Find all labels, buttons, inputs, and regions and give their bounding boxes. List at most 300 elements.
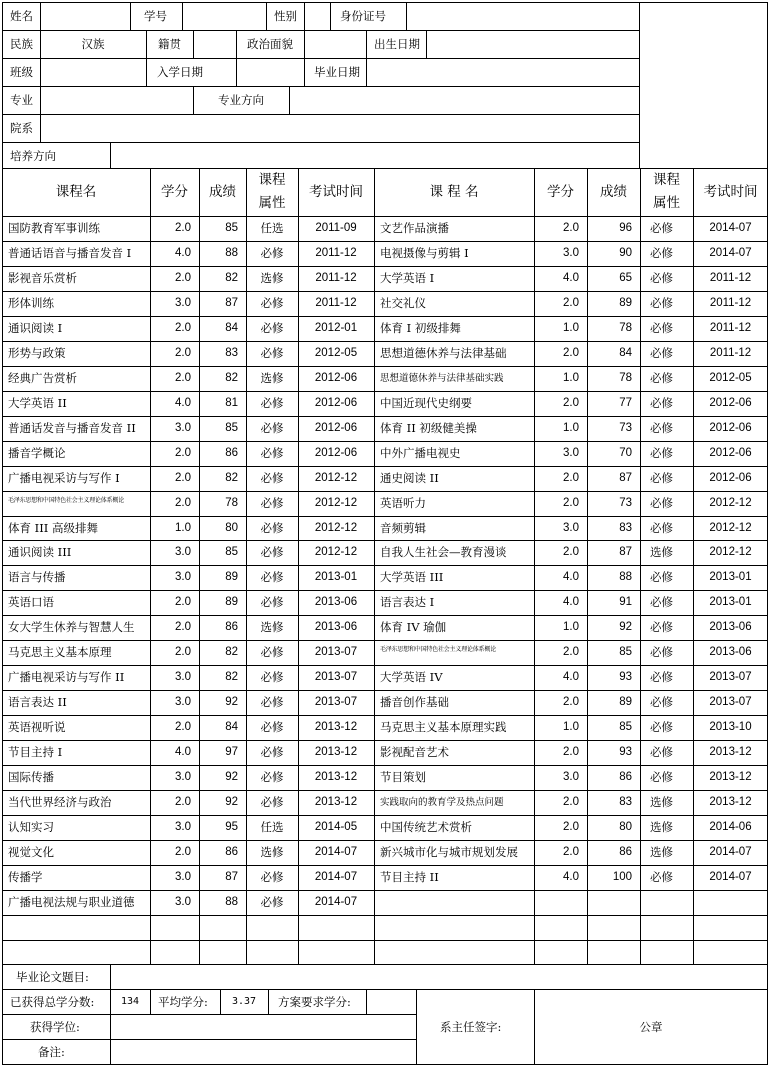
right-course-grade: 87 <box>619 546 632 558</box>
left-course-credit: 4.0 <box>175 247 191 259</box>
left-course-time: 2012-01 <box>314 322 358 334</box>
right-course-type: 选修 <box>650 795 673 809</box>
right-course-credit: 2.0 <box>563 397 579 409</box>
left-course-type: 必修 <box>260 570 284 584</box>
left-course-grade: 95 <box>225 821 238 833</box>
right-course-name: 大学英语 III <box>380 570 444 584</box>
right-course-name: 通史阅读 II <box>380 471 439 485</box>
left-course-time: 2012-12 <box>314 497 358 509</box>
left-course-name: 传播学 <box>8 870 43 884</box>
name-label: 姓名 <box>10 9 33 23</box>
right-course-time: 2012-06 <box>709 447 752 459</box>
right-course-grade: 89 <box>619 696 632 708</box>
left-course-name: 通识阅读 I <box>8 321 63 335</box>
left-course-credit: 4.0 <box>175 397 191 409</box>
right-course-credit: 4.0 <box>563 671 579 683</box>
left-course-credit: 3.0 <box>175 871 191 883</box>
left-course-time: 2011-12 <box>315 272 357 284</box>
left-course-grade: 92 <box>225 696 238 708</box>
left-course-time: 2011-12 <box>315 297 357 309</box>
right-course-credit: 2.0 <box>563 472 579 484</box>
total-credit-value: 134 <box>120 996 140 1007</box>
right-course-type: 必修 <box>650 396 673 410</box>
right-course-time: 2013-07 <box>709 696 752 708</box>
right-course-type: 必修 <box>650 371 673 385</box>
right-course-grade: 78 <box>619 372 632 384</box>
left-course-name: 当代世界经济与政治 <box>8 795 112 809</box>
left-course-type: 必修 <box>260 795 284 809</box>
right-course-name: 社交礼仪 <box>380 296 426 310</box>
right-course-name: 毛泽东思想和中国特色社会主义理论体系概论 <box>380 646 497 653</box>
left-course-grade: 86 <box>225 447 238 459</box>
right-course-credit: 1.0 <box>563 372 579 384</box>
right-course-type: 必修 <box>650 321 673 335</box>
left-course-credit: 2.0 <box>175 472 191 484</box>
header-grade-left: 成绩 <box>209 184 236 200</box>
left-course-name: 英语视听说 <box>8 720 66 734</box>
right-course-time: 2012-06 <box>709 472 752 484</box>
right-course-grade: 91 <box>619 596 632 608</box>
left-course-credit: 3.0 <box>175 422 191 434</box>
right-course-grade: 87 <box>619 472 632 484</box>
left-course-type: 必修 <box>260 521 284 535</box>
left-course-name: 认知实习 <box>8 820 54 834</box>
right-course-type: 必修 <box>650 595 673 609</box>
left-course-type: 必修 <box>260 545 284 559</box>
right-course-type: 选修 <box>650 845 673 859</box>
gender-label: 性别 <box>274 9 297 23</box>
left-course-credit: 3.0 <box>175 671 191 683</box>
left-course-credit: 3.0 <box>175 571 191 583</box>
right-course-type: 必修 <box>650 695 673 709</box>
left-course-name: 体育 III 高级排舞 <box>8 521 98 535</box>
required-credit-label: 方案要求学分: <box>278 995 351 1009</box>
right-course-type: 必修 <box>650 221 673 235</box>
right-course-time: 2012-12 <box>709 522 752 534</box>
left-course-time: 2013-06 <box>314 596 358 608</box>
left-course-type: 必修 <box>260 695 284 709</box>
left-course-grade: 88 <box>225 247 238 259</box>
left-course-type: 任选 <box>260 221 284 235</box>
left-course-time: 2012-05 <box>314 347 358 359</box>
right-course-name: 节目主持 II <box>380 870 439 884</box>
right-course-type: 必修 <box>650 670 673 684</box>
native-place-label: 籍贯 <box>158 37 181 51</box>
right-course-time: 2014-07 <box>709 846 752 858</box>
left-course-credit: 2.0 <box>175 447 191 459</box>
right-course-type: 必修 <box>650 720 673 734</box>
right-course-time: 2011-12 <box>709 322 752 334</box>
left-course-time: 2013-12 <box>314 771 358 783</box>
left-course-name: 马克思主义基本原理 <box>8 645 112 659</box>
left-course-grade: 85 <box>225 422 238 434</box>
right-course-name: 体育 II 初级健美操 <box>380 421 477 435</box>
right-course-grade: 92 <box>619 621 632 633</box>
right-course-name: 大学英语 IV <box>380 670 443 684</box>
major-label: 专业 <box>10 93 33 107</box>
left-course-grade: 85 <box>225 222 238 234</box>
left-course-time: 2013-06 <box>314 621 358 633</box>
right-course-name: 音频剪辑 <box>380 521 426 535</box>
left-course-time: 2014-07 <box>314 846 358 858</box>
left-course-credit: 2.0 <box>175 596 191 608</box>
student-id-label: 学号 <box>144 9 167 23</box>
left-course-grade: 86 <box>225 846 238 858</box>
left-course-time: 2012-06 <box>314 372 358 384</box>
right-course-name: 英语听力 <box>380 496 426 510</box>
left-course-name: 形势与政策 <box>8 346 66 360</box>
left-course-name: 语言表达 II <box>8 695 67 709</box>
left-course-credit: 2.0 <box>175 846 191 858</box>
left-course-type: 选修 <box>260 620 284 634</box>
right-course-credit: 1.0 <box>563 422 579 434</box>
left-course-grade: 87 <box>225 871 238 883</box>
right-course-credit: 2.0 <box>563 297 579 309</box>
right-course-time: 2012-12 <box>709 497 752 509</box>
right-course-time: 2013-06 <box>709 646 752 658</box>
political-label: 政治面貌 <box>247 37 293 51</box>
right-course-name: 实践取向的教育学及热点问题 <box>380 797 504 808</box>
right-course-type: 选修 <box>650 820 673 834</box>
left-course-credit: 2.0 <box>175 372 191 384</box>
remark-label: 备注: <box>38 1045 65 1059</box>
left-course-type: 必修 <box>260 321 284 335</box>
birth-label: 出生日期 <box>374 37 420 51</box>
right-course-credit: 3.0 <box>563 522 579 534</box>
left-course-credit: 2.0 <box>175 497 191 509</box>
right-course-grade: 90 <box>619 247 632 259</box>
left-course-credit: 3.0 <box>175 821 191 833</box>
left-course-credit: 3.0 <box>175 771 191 783</box>
left-course-type: 任选 <box>260 820 284 834</box>
header-grade-right: 成绩 <box>600 184 627 200</box>
left-course-grade: 97 <box>225 746 238 758</box>
department-label: 院系 <box>10 121 33 135</box>
left-course-grade: 82 <box>225 272 238 284</box>
left-course-type: 选修 <box>260 371 284 385</box>
right-course-grade: 85 <box>619 721 632 733</box>
left-course-time: 2013-07 <box>314 671 358 683</box>
left-course-name: 女大学生休养与智慧人生 <box>8 620 135 634</box>
right-course-name: 中国近现代史纲要 <box>380 396 472 410</box>
right-course-time: 2013-01 <box>709 596 752 608</box>
right-course-type: 必修 <box>650 421 673 435</box>
right-course-type: 必修 <box>650 570 673 584</box>
right-course-grade: 100 <box>612 871 632 883</box>
right-course-credit: 1.0 <box>563 721 579 733</box>
right-course-grade: 65 <box>619 272 632 284</box>
left-course-name: 广播电视采访与写作 II <box>8 670 125 684</box>
left-course-credit: 2.0 <box>175 796 191 808</box>
right-course-time: 2012-06 <box>709 397 752 409</box>
ethnicity-value: 汉族 <box>81 37 105 51</box>
right-course-credit: 2.0 <box>563 696 579 708</box>
left-course-name: 毛泽东思想和中国特色社会主义理论体系概论 <box>8 497 125 504</box>
left-course-time: 2012-06 <box>314 397 358 409</box>
left-course-grade: 87 <box>225 297 238 309</box>
header-credit-left: 学分 <box>161 184 188 200</box>
left-course-grade: 82 <box>225 646 238 658</box>
right-course-name: 马克思主义基本原理实践 <box>380 720 507 734</box>
left-course-time: 2012-06 <box>314 422 358 434</box>
right-course-time: 2013-06 <box>709 621 752 633</box>
right-course-credit: 2.0 <box>563 222 579 234</box>
left-course-grade: 82 <box>225 372 238 384</box>
left-course-type: 必修 <box>260 770 284 784</box>
right-course-time: 2011-12 <box>709 347 752 359</box>
left-course-type: 选修 <box>260 271 284 285</box>
avg-credit-label: 平均学分: <box>158 995 208 1009</box>
left-course-grade: 85 <box>225 546 238 558</box>
right-course-time: 2013-12 <box>709 796 752 808</box>
header-time-right: 考试时间 <box>703 184 758 200</box>
left-course-grade: 78 <box>225 497 238 509</box>
left-course-type: 必修 <box>260 870 284 884</box>
left-course-type: 选修 <box>260 845 284 859</box>
left-course-type: 必修 <box>260 246 284 260</box>
left-course-credit: 2.0 <box>175 222 191 234</box>
left-course-name: 广播电视法规与职业道德 <box>8 895 135 909</box>
left-course-grade: 89 <box>225 571 238 583</box>
right-course-name: 节目策划 <box>380 770 426 784</box>
right-course-grade: 89 <box>619 297 632 309</box>
ethnicity-label: 民族 <box>10 37 33 51</box>
left-course-time: 2013-07 <box>314 696 358 708</box>
left-course-credit: 3.0 <box>175 696 191 708</box>
left-course-name: 普通话发音与播音发音 II <box>8 421 136 435</box>
left-course-credit: 2.0 <box>175 621 191 633</box>
right-course-grade: 93 <box>619 671 632 683</box>
right-course-credit: 2.0 <box>563 497 579 509</box>
right-course-type: 必修 <box>650 745 673 759</box>
right-course-credit: 1.0 <box>563 621 579 633</box>
right-course-type: 必修 <box>650 870 673 884</box>
left-course-name: 国际传播 <box>8 770 54 784</box>
right-course-grade: 93 <box>619 746 632 758</box>
right-course-grade: 77 <box>619 397 632 409</box>
right-course-name: 思想道德休养与法律基础实践 <box>380 373 504 384</box>
left-course-type: 必修 <box>260 296 284 310</box>
left-course-name: 经典广告赏析 <box>8 371 77 385</box>
right-course-name: 体育 IV 瑜伽 <box>380 620 447 634</box>
right-course-credit: 4.0 <box>563 871 579 883</box>
right-course-time: 2012-05 <box>709 372 752 384</box>
header-type-left-2: 属性 <box>258 195 286 211</box>
left-course-time: 2014-07 <box>314 871 358 883</box>
right-course-grade: 88 <box>619 571 632 583</box>
right-course-name: 电视摄像与剪辑 I <box>380 246 469 260</box>
right-course-name: 自我人生社会—教育漫谈 <box>380 545 507 559</box>
right-course-time: 2014-07 <box>709 247 752 259</box>
right-course-name: 新兴城市化与城市规划发展 <box>380 845 518 859</box>
seal-label: 公章 <box>639 1020 663 1034</box>
right-course-grade: 70 <box>619 447 632 459</box>
header-credit-right: 学分 <box>547 184 574 200</box>
left-course-type: 必修 <box>260 670 284 684</box>
left-course-type: 必修 <box>260 346 284 360</box>
left-course-time: 2014-05 <box>314 821 358 833</box>
right-course-name: 文艺作品演播 <box>380 221 449 235</box>
right-course-type: 必修 <box>650 620 673 634</box>
header-time-left: 考试时间 <box>309 184 363 200</box>
left-course-grade: 84 <box>225 721 238 733</box>
right-course-name: 大学英语 I <box>380 271 435 285</box>
right-course-type: 必修 <box>650 246 673 260</box>
right-course-type: 必修 <box>650 521 673 535</box>
left-course-time: 2012-12 <box>314 522 358 534</box>
header-course-right: 课 程 名 <box>429 184 479 200</box>
left-course-grade: 81 <box>225 397 238 409</box>
left-course-time: 2013-01 <box>314 571 358 583</box>
right-course-grade: 73 <box>619 497 632 509</box>
right-course-grade: 86 <box>619 846 632 858</box>
right-course-type: 必修 <box>650 346 673 360</box>
left-course-time: 2012-06 <box>314 447 358 459</box>
right-course-name: 思想道德休养与法律基础 <box>380 346 507 360</box>
right-course-time: 2014-07 <box>709 222 752 234</box>
left-course-type: 必修 <box>260 895 284 909</box>
left-course-time: 2013-12 <box>314 796 358 808</box>
left-course-credit: 2.0 <box>175 322 191 334</box>
right-course-grade: 85 <box>619 646 632 658</box>
right-course-time: 2014-06 <box>709 821 752 833</box>
left-course-time: 2012-12 <box>314 472 358 484</box>
left-course-type: 必修 <box>260 745 284 759</box>
left-course-grade: 82 <box>225 671 238 683</box>
left-course-credit: 3.0 <box>175 297 191 309</box>
left-course-name: 英语口语 <box>8 595 54 609</box>
left-course-name: 形体训练 <box>8 296 54 310</box>
right-course-credit: 1.0 <box>563 322 579 334</box>
right-course-name: 体育 I 初级排舞 <box>380 321 461 335</box>
right-course-type: 必修 <box>650 296 673 310</box>
left-course-credit: 2.0 <box>175 347 191 359</box>
class-label: 班级 <box>10 65 33 79</box>
right-course-time: 2014-07 <box>709 871 752 883</box>
left-course-type: 必修 <box>260 396 284 410</box>
right-course-time: 2011-12 <box>709 297 752 309</box>
left-course-name: 广播电视采访与写作 I <box>8 471 120 485</box>
right-course-credit: 4.0 <box>563 596 579 608</box>
right-course-grade: 84 <box>619 347 632 359</box>
right-course-grade: 73 <box>619 422 632 434</box>
left-course-type: 必修 <box>260 720 284 734</box>
id-card-label: 身份证号 <box>340 9 386 23</box>
right-course-credit: 2.0 <box>563 646 579 658</box>
left-course-credit: 2.0 <box>175 272 191 284</box>
left-course-type: 必修 <box>260 595 284 609</box>
right-course-name: 播音创作基础 <box>380 695 449 709</box>
right-course-grade: 78 <box>619 322 632 334</box>
right-course-credit: 4.0 <box>563 571 579 583</box>
left-course-type: 必修 <box>260 496 284 510</box>
left-course-name: 播音学概论 <box>8 446 66 460</box>
right-course-credit: 4.0 <box>563 272 579 284</box>
left-course-credit: 1.0 <box>175 522 191 534</box>
left-course-time: 2013-07 <box>314 646 358 658</box>
left-course-grade: 92 <box>225 796 238 808</box>
left-course-grade: 82 <box>225 472 238 484</box>
right-course-type: 选修 <box>650 545 673 559</box>
right-course-type: 必修 <box>650 496 673 510</box>
right-course-time: 2012-12 <box>709 546 752 558</box>
right-course-name: 影视配音艺术 <box>380 745 449 759</box>
header-course-left: 课程名 <box>55 184 97 200</box>
left-course-credit: 2.0 <box>175 721 191 733</box>
left-course-grade: 84 <box>225 322 238 334</box>
right-course-credit: 3.0 <box>563 771 579 783</box>
right-course-name: 中外广播电视史 <box>380 446 461 460</box>
right-course-credit: 2.0 <box>563 546 579 558</box>
right-course-time: 2013-12 <box>709 746 752 758</box>
right-course-grade: 83 <box>619 522 632 534</box>
right-course-time: 2013-01 <box>709 571 752 583</box>
right-course-credit: 3.0 <box>563 447 579 459</box>
left-course-name: 普通话语音与播音发音 I <box>8 246 132 260</box>
left-course-name: 影视音乐赏析 <box>8 271 77 285</box>
graduation-label: 毕业日期 <box>314 65 360 79</box>
left-course-time: 2013-12 <box>314 746 358 758</box>
total-credit-label: 已获得总学分数: <box>10 995 95 1009</box>
left-course-credit: 4.0 <box>175 746 191 758</box>
left-course-time: 2011-09 <box>315 222 357 234</box>
right-course-type: 必修 <box>650 645 673 659</box>
direction-label: 专业方向 <box>218 93 264 107</box>
right-course-name: 中国传统艺术赏析 <box>380 820 472 834</box>
left-course-credit: 2.0 <box>175 646 191 658</box>
right-course-type: 必修 <box>650 770 673 784</box>
left-course-name: 节目主持 I <box>8 745 63 759</box>
right-course-type: 必修 <box>650 446 673 460</box>
right-course-grade: 96 <box>619 222 632 234</box>
right-course-credit: 2.0 <box>563 821 579 833</box>
header-type-right-2: 属性 <box>653 195 680 211</box>
right-course-time: 2011-12 <box>709 272 752 284</box>
training-label: 培养方向 <box>10 149 56 163</box>
left-course-type: 必修 <box>260 471 284 485</box>
left-course-grade: 88 <box>225 896 238 908</box>
right-course-time: 2013-10 <box>709 721 752 733</box>
left-course-credit: 3.0 <box>175 546 191 558</box>
right-course-grade: 83 <box>619 796 632 808</box>
left-course-type: 必修 <box>260 645 284 659</box>
left-course-grade: 83 <box>225 347 238 359</box>
right-course-name: 语言表达 I <box>380 595 435 609</box>
left-course-grade: 86 <box>225 621 238 633</box>
right-course-credit: 2.0 <box>563 846 579 858</box>
right-course-credit: 2.0 <box>563 347 579 359</box>
left-course-time: 2013-12 <box>314 721 358 733</box>
left-course-name: 视觉文化 <box>8 845 54 859</box>
right-course-time: 2012-06 <box>709 422 752 434</box>
left-course-name: 通识阅读 III <box>8 545 72 559</box>
left-course-type: 必修 <box>260 446 284 460</box>
right-course-time: 2013-07 <box>709 671 752 683</box>
right-course-credit: 2.0 <box>563 746 579 758</box>
left-course-grade: 92 <box>225 771 238 783</box>
thesis-label: 毕业论文题目: <box>16 970 89 984</box>
left-course-name: 语言与传播 <box>8 570 66 584</box>
right-course-type: 必修 <box>650 471 673 485</box>
header-type-left-1: 课程 <box>258 172 286 188</box>
right-course-grade: 80 <box>619 821 632 833</box>
dean-sign-label: 系主任签字: <box>440 1020 502 1034</box>
right-course-type: 必修 <box>650 271 673 285</box>
avg-credit-value: 3.37 <box>231 996 257 1007</box>
photo-box <box>639 2 768 169</box>
left-course-name: 国防教育军事训练 <box>8 221 100 235</box>
enroll-label: 入学日期 <box>157 65 203 79</box>
